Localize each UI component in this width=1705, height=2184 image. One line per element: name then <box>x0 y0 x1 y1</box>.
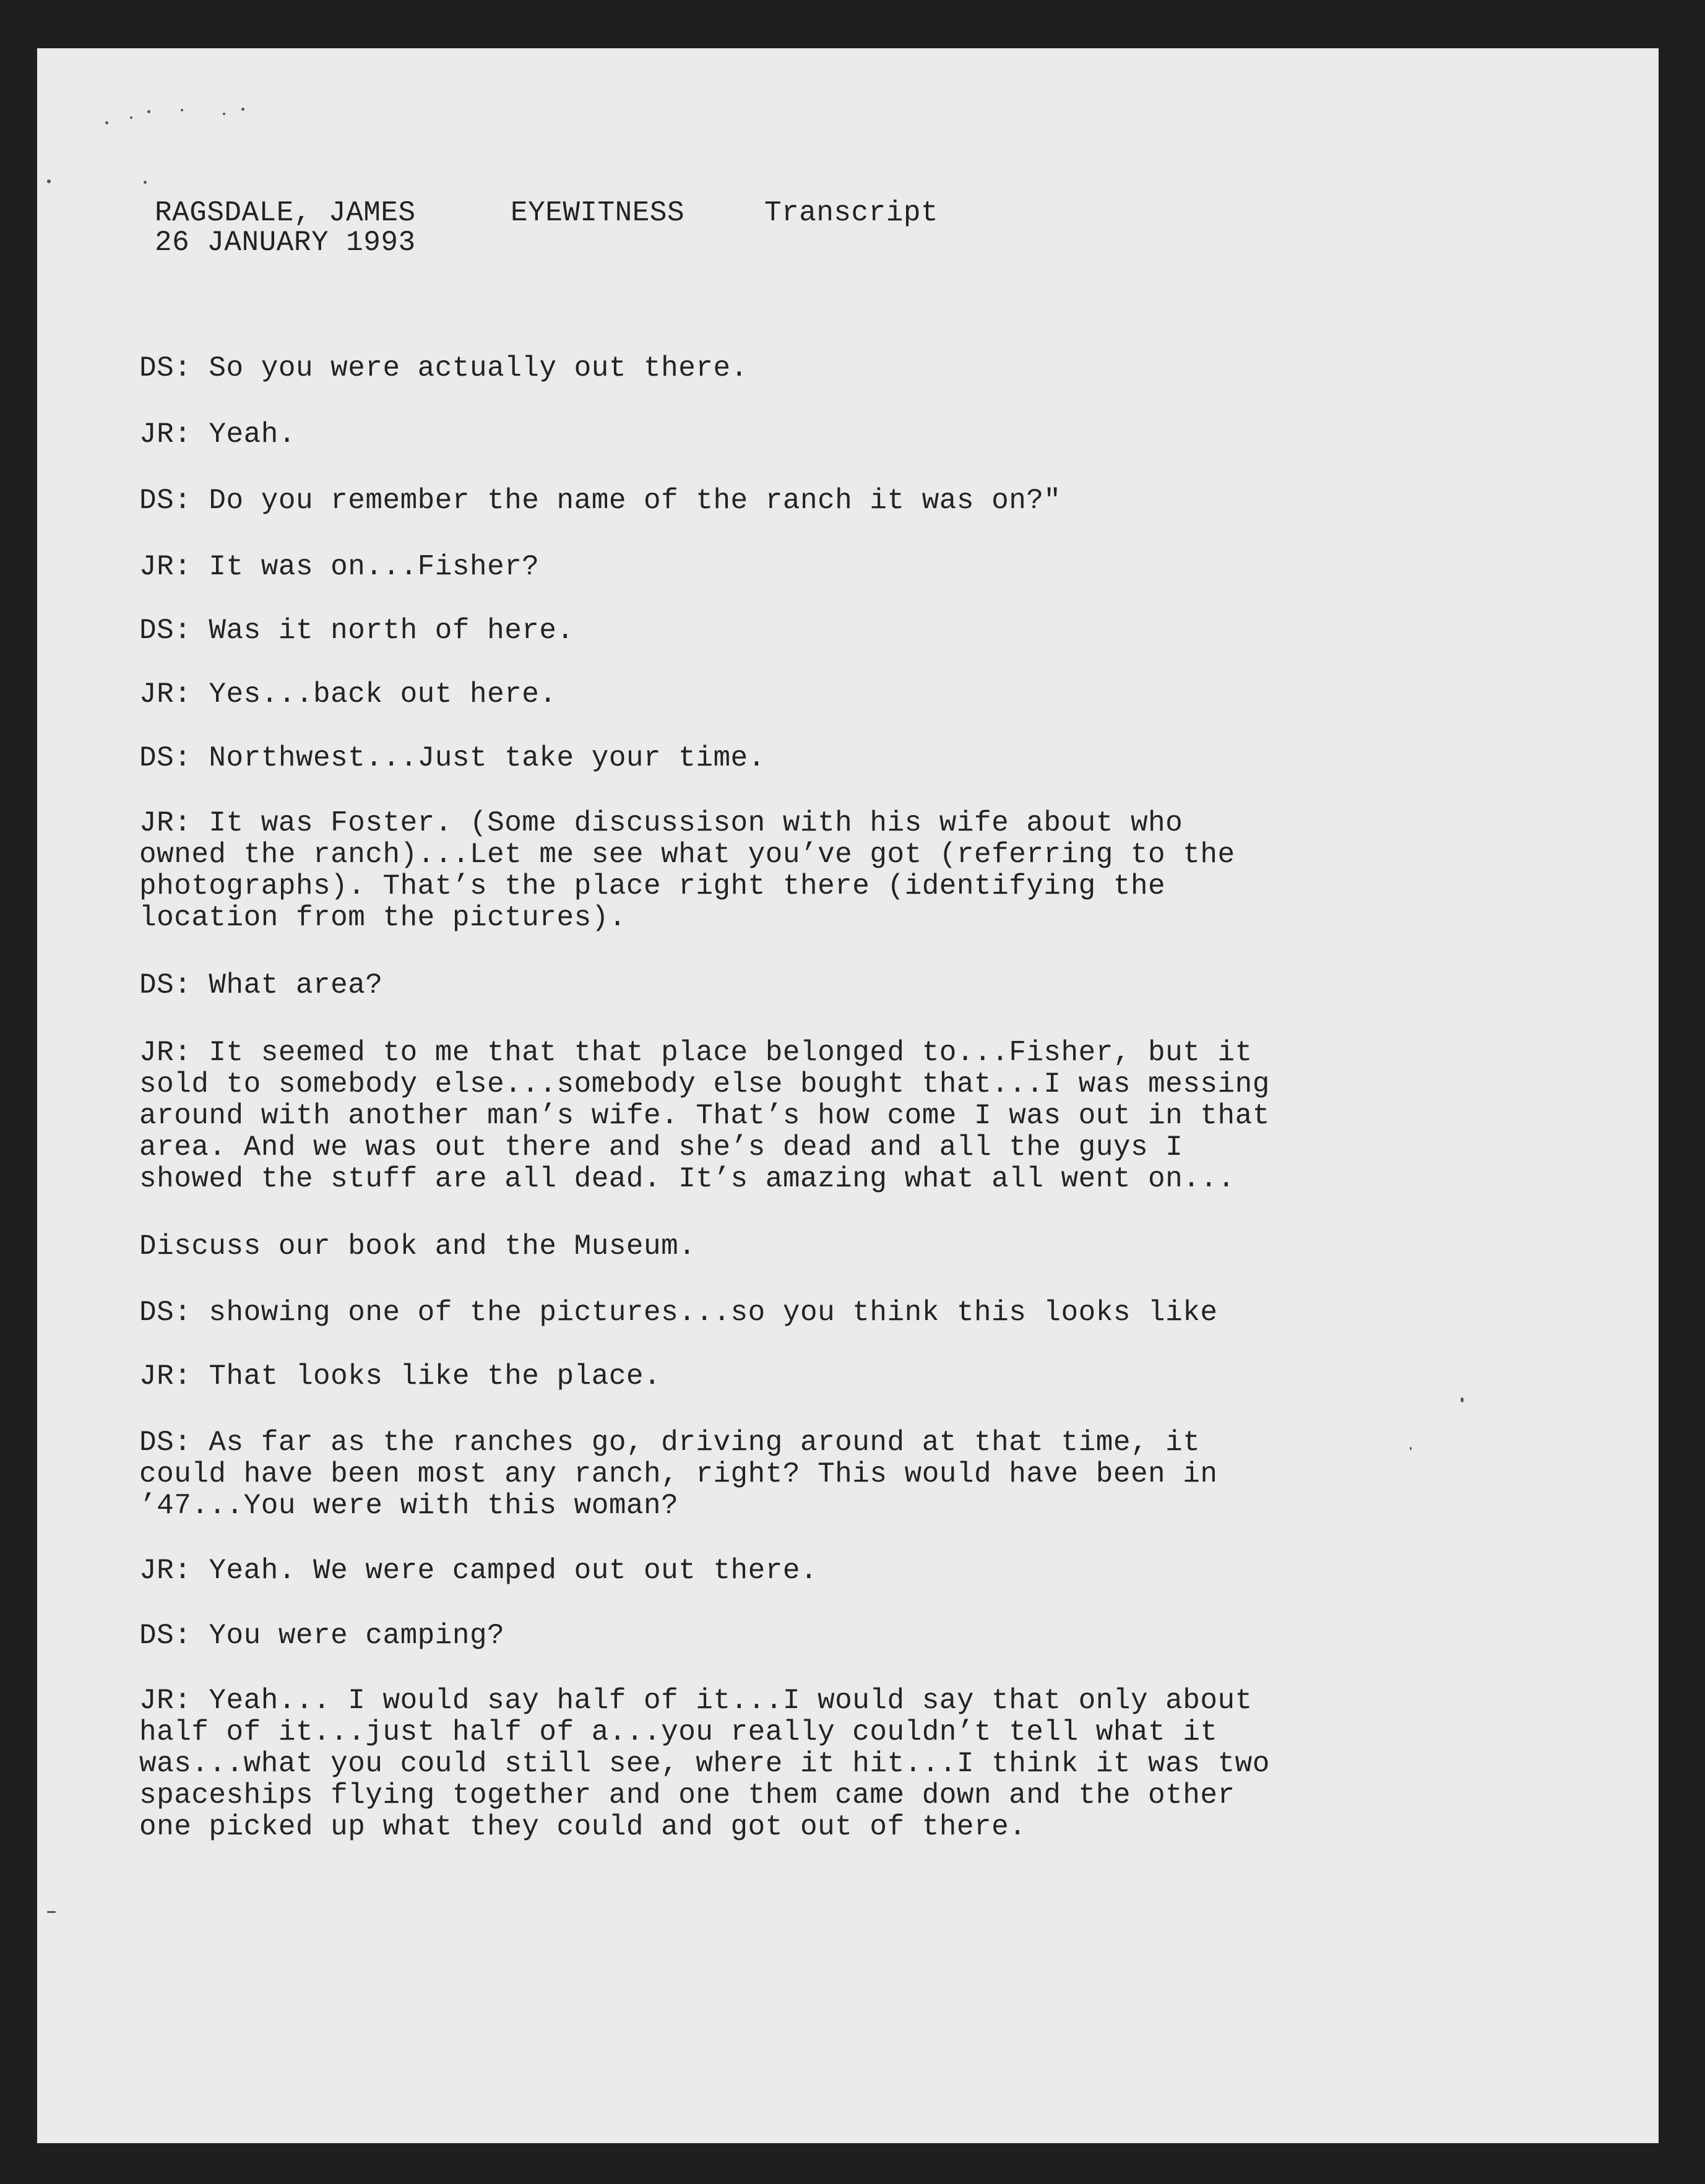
dialogue-paragraph: DS: What area? <box>139 969 383 1001</box>
dialogue-paragraph: JR: Yeah. <box>139 418 296 451</box>
dialogue-paragraph: JR: Yeah... I would say half of it...I would say that only about half of it...just half of a...you really couldn’t tell what it was...what you could still see, where it hit...I think it was two spaceships flying together and one them came down and the other one picked up what they could and got out of there. <box>139 1685 1270 1843</box>
dialogue-paragraph: DS: As far as the ranches go, driving around at that time, it could have been most any ranch, right? This would have been in ’47...You were with this woman? <box>139 1427 1218 1522</box>
document-label: Transcript <box>764 197 939 229</box>
witness-type: EYEWITNESS <box>511 197 685 229</box>
dialogue-paragraph: DS: So you were actually out there. <box>139 352 748 384</box>
interview-date: 26 JANUARY 1993 <box>155 227 416 259</box>
scan-speck <box>147 110 150 113</box>
dialogue-paragraph: JR: It seemed to me that that place belonged to...Fisher, but it sold to somebody else...somebody else bought that...I was messing around with another man’s wife. That’s how come I was out in that area. And we was out there and she’s dead and all the guys I showed the stuff are all dead. It’s amazing what all went on... <box>139 1037 1270 1195</box>
header-line <box>155 198 938 228</box>
transcript-header <box>155 198 938 257</box>
dialogue-paragraph: DS: Was it north of here. <box>139 615 574 647</box>
scan-speck <box>241 108 244 111</box>
scan-speck <box>105 121 108 124</box>
dialogue-paragraph: Discuss our book and the Museum. <box>139 1230 696 1262</box>
dialogue-paragraph: JR: Yeah. We were camped out out there. <box>139 1555 818 1587</box>
dialogue-paragraph: DS: showing one of the pictures...so you think this looks like <box>139 1297 1218 1329</box>
witness-name: RAGSDALE, JAMES <box>155 197 416 229</box>
scan-speck <box>144 181 147 184</box>
scan-speck <box>181 109 183 111</box>
dialogue-paragraph: DS: Northwest...Just take your time. <box>139 742 766 774</box>
dialogue-paragraph: JR: It was on...Fisher? <box>139 551 540 583</box>
dialogue-paragraph: DS: You were camping? <box>139 1620 505 1652</box>
scan-speck <box>130 116 132 119</box>
scan-speck <box>47 179 51 183</box>
dialogue-paragraph: DS: Do you remember the name of the ranch it was on?" <box>139 485 1061 517</box>
dialogue-paragraph: JR: It was Foster. (Some discussison with his wife about who owned the ranch)...Let me see what you’ve got (referring to the photographs). That’s the place right there (identifying the location from the pictures). <box>139 807 1235 934</box>
scan-speck <box>223 113 225 115</box>
dialogue-paragraph: JR: Yes...back out here. <box>139 678 557 710</box>
dialogue-paragraph: JR: That looks like the place. <box>139 1360 662 1392</box>
transcript-body <box>139 353 1501 1843</box>
scan-speck <box>47 1911 56 1913</box>
